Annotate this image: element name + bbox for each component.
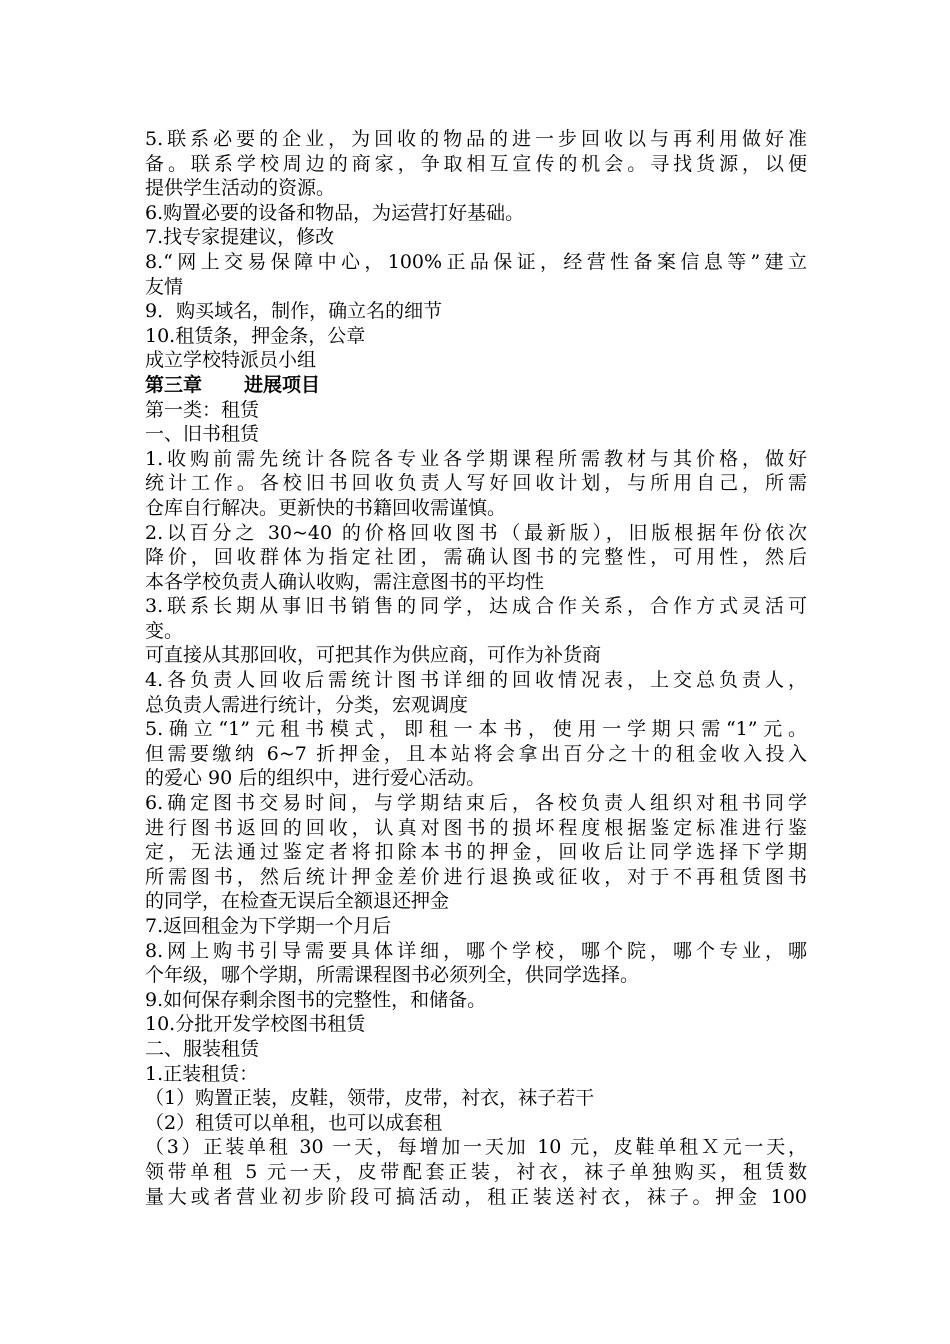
text-line: 备。联系学校周边的商家，争取相互宣传的机会。寻找货源，以便 bbox=[145, 152, 807, 175]
text-line: （3）正装单租 30 一天，每增加一天加 10 元，皮鞋单租Ｘ元一天， bbox=[145, 1136, 807, 1159]
text-line: 降价，回收群体为指定社团，需确认图书的完整性，可用性，然后 bbox=[145, 546, 807, 569]
text-line: 3.联系长期从事旧书销售的同学，达成合作关系，合作方式灵活可 bbox=[145, 595, 807, 618]
text-line: 友情 bbox=[145, 275, 184, 298]
text-line: 可直接从其那回收，可把其作为供应商，可作为补货商 bbox=[145, 644, 602, 667]
text-line: 2.以百分之 30~40 的价格回收图书（最新版），旧版根据年份依次 bbox=[145, 521, 807, 544]
text-line: 领带单租 5 元一天，皮带配套正装，衬衣，袜子单独购买，租赁数 bbox=[145, 1160, 807, 1183]
text-line: 9．购买域名，制作，确立名的细节 bbox=[145, 300, 443, 323]
text-line: 5.联系必要的企业，为回收的物品的进一步回收以与再利用做好准 bbox=[145, 128, 807, 150]
text-line: 成立学校特派员小组 bbox=[145, 349, 317, 372]
text-line: 10.租赁条，押金条，公章 bbox=[145, 324, 366, 347]
text-line: 本各学校负责人确认收购，需注意图书的平均性 bbox=[145, 570, 545, 593]
text-line: 8.“网上交易保障中心，100%正品保证，经营性备案信息等”建立 bbox=[145, 250, 807, 273]
text-line: 量大或者营业初步阶段可搞活动，租正装送衬衣，袜子。押金 100 bbox=[145, 1185, 807, 1208]
text-line: 5.确立“1”元租书模式，即租一本书，使用一学期只需“1”元。 bbox=[145, 718, 807, 741]
subsection-heading: 一、旧书租赁 bbox=[145, 423, 260, 446]
text-line: （1）购置正装，皮鞋，领带，皮带，衬衣，袜子若干 bbox=[145, 1087, 595, 1110]
text-line: 7.找专家提建议，修改 bbox=[145, 226, 335, 249]
text-line: 统计工作。各校旧书回收负责人写好回收计划，与所用自己，所需 bbox=[145, 472, 807, 495]
text-line: 8.网上购书引导需要具体详细，哪个学校，哪个院，哪个专业，哪 bbox=[145, 939, 807, 962]
text-line: 的爱心 90 后的组织中，进行爱心活动。 bbox=[145, 767, 486, 790]
chapter-title: 进展项目 bbox=[244, 373, 321, 396]
text-line: 4.各负责人回收后需统计图书详细的回收情况表，上交总负责人， bbox=[145, 669, 807, 692]
text-line: 9.如何保存剩余图书的完整性，和储备。 bbox=[145, 988, 487, 1011]
text-line: 个年级，哪个学期，所需课程图书必须列全，供同学选择。 bbox=[145, 964, 640, 987]
document-body bbox=[145, 127, 807, 1209]
section-heading: 第一类：租赁 bbox=[145, 398, 260, 421]
subsection-heading: 二、服装租赁 bbox=[145, 1037, 260, 1060]
text-line: 进行图书返回的回收，认真对图书的损坏程度根据鉴定标准进行鉴 bbox=[145, 816, 807, 839]
text-line: 总负责人需进行统计，分类，宏观调度 bbox=[145, 693, 469, 716]
text-line: 1.正装租赁： bbox=[145, 1062, 259, 1085]
text-line: 10.分批开发学校图书租赁 bbox=[145, 1013, 366, 1036]
text-line: 6.确定图书交易时间，与学期结束后，各校负责人组织对租书同学 bbox=[145, 792, 807, 815]
text-line: 7.返回租金为下学期一个月后 bbox=[145, 915, 392, 937]
text-line: 所需图书，然后统计押金差价进行退换或征收，对于不再租赁图书 bbox=[145, 865, 807, 888]
text-line: 提供学生活动的资源。 bbox=[145, 177, 336, 200]
text-line: 6.购置必要的设备和物品，为运营打好基础。 bbox=[145, 201, 525, 224]
chapter-number: 第三章 bbox=[145, 373, 203, 396]
text-line: 但需要缴纳 6~7 折押金，且本站将会拿出百分之十的租金收入投入 bbox=[145, 742, 807, 765]
text-line: 1.收购前需先统计各院各专业各学期课程所需教材与其价格，做好 bbox=[145, 447, 807, 470]
text-line: 仓库自行解决。更新快的书籍回收需谨慎。 bbox=[145, 496, 507, 519]
text-line: 定，无法通过鉴定者将扣除本书的押金，回收后让同学选择下学期 bbox=[145, 841, 807, 864]
text-line: 的同学，在检查无误后全额退还押金 bbox=[145, 890, 450, 913]
chapter-heading bbox=[145, 373, 807, 398]
text-line: 变。 bbox=[145, 619, 184, 642]
text-line: （2）租赁可以单租，也可以成套租 bbox=[145, 1111, 443, 1134]
